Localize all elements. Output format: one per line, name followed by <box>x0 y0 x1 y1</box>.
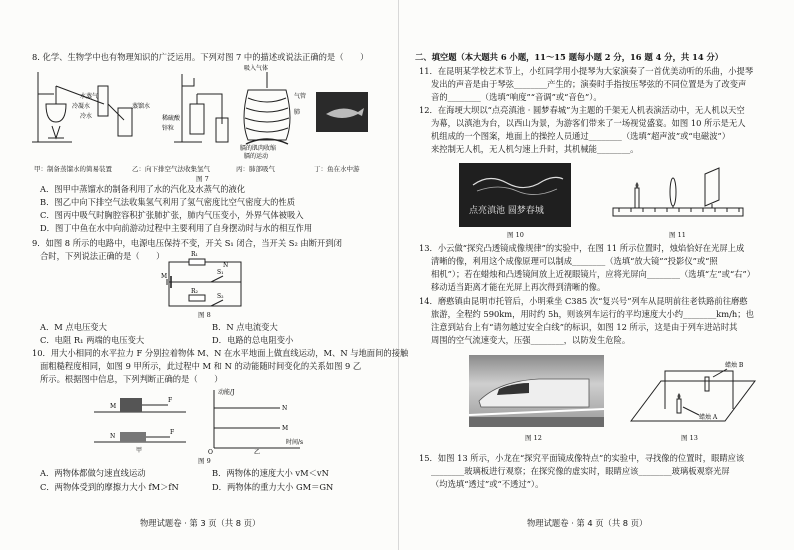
fig12-label: 图 12 <box>525 434 542 442</box>
q9-option-d: D．电路的总电阻变小 <box>212 335 294 345</box>
q13-line3: 相机”）；若在蜡烛和凸透镜间放上近视眼镜片，应将光屏向________（选填“左”或“右”） <box>431 269 756 279</box>
figure-9 <box>90 386 310 454</box>
section-heading: 二、填空题（本大题共 6 小题，11～15 题每小题 2 分，16 题 4 分，共 14 分） <box>415 52 724 62</box>
label-zinc: 锌粒 <box>162 125 175 132</box>
fig7-label: 图 7 <box>196 175 209 183</box>
fig8-label: 图 8 <box>198 311 211 319</box>
label-cold-water: 冷水 <box>80 113 93 120</box>
fig10-label: 图 10 <box>507 231 524 239</box>
q14-line1: 14．磨憨镇由昆明市托管后，小明乘坐 C385 次“复兴号”列车从昆明前往老铁路前往磨憨 <box>419 296 748 306</box>
q10-option-b: B．两物体的速度大小 vM＜vN <box>212 468 329 478</box>
label-lung: 肺 <box>294 109 301 116</box>
q9-stem-line2: 合时，下列说法正确的是（ ） <box>40 251 165 261</box>
label-water-vapor: 水蒸气 <box>80 93 99 100</box>
fig7-bing-ribcage <box>244 72 290 144</box>
q9-stem-line1: 9．如图 8 所示的电路中，电源电压保持不变，开关 S₁ 闭合，当开关 S₂ 由断开到闭 <box>32 238 342 248</box>
label-s1: S₁ <box>217 269 224 276</box>
block-m <box>120 398 142 412</box>
graph-label-n: N <box>282 405 288 412</box>
figure-7 <box>32 64 372 164</box>
q14-line3: 注意到站台上有“请勿越过安全白线”的标识，如图 12 所示，这是由于列车进站时其 <box>431 322 738 332</box>
graph-ylabel: 动能/J <box>218 389 235 396</box>
label-n: N <box>223 262 229 269</box>
q9-option-b: B．N 点电流变大 <box>212 322 278 332</box>
candle-b <box>705 377 709 391</box>
q10-option-c: C．两物体受到的摩擦力大小 fM＞fN <box>40 482 179 492</box>
label-jia: 甲 <box>136 447 143 454</box>
q11-line3: 音的________（选填“响度”“音调”或“音色”）。 <box>431 92 602 102</box>
q8-option-a: A．图甲中蒸馏水的制备利用了水的汽化及水蒸气的液化 <box>40 184 246 194</box>
label-inhale: 吸入气体 <box>244 65 269 72</box>
label-s2: S₂ <box>217 293 224 300</box>
q15-line3: （均选填“透过”或“不透过”）。 <box>431 479 544 489</box>
q15-line2: ________玻璃板进行观察；在探究像的虚实时，眼睛应该________玻璃板观察光屏 <box>431 466 730 476</box>
page-3-footer: 物理试题卷 · 第 3 页（共 8 页） <box>140 518 261 528</box>
label-distilled-water: 蒸馏水 <box>132 103 151 110</box>
label-condenser: 冷凝水 <box>72 103 91 110</box>
label-f-bottom: F <box>170 429 175 436</box>
label-r1: R₁ <box>191 251 198 258</box>
block-n <box>120 432 146 442</box>
graph-xlabel: 时间/s <box>286 439 304 446</box>
q10-stem-line1: 10．用大小相同的水平拉力 F 分别拉着物体 M、N 在水平地面上做直线运动，M、N 与地面间的接触 <box>32 348 409 358</box>
q15-line1: 15．如图 13 所示，小龙在“探究平面镜成像特点”的实验中，寻找像的位置时，眼睛应该 <box>419 453 745 463</box>
q8-option-c: C．图丙中吸气时胸腔容积扩张肺扩张，肺内气压变小，外界气体被吸入 <box>40 210 304 220</box>
q12-line2: 为幕，以滇池为台，以西山为景，为游客们带来了一场视觉盛宴。如图 10 所示是无人 <box>431 118 746 128</box>
q10-option-d: D．两物体的重力大小 GM＝GN <box>212 482 334 492</box>
q13-line2: 清晰的像，利用这个成像原理可以制成________（选填“放大镜”“投影仪”或“照 <box>431 256 718 266</box>
drone-text: 点亮滇池 圆梦春城 <box>469 206 544 216</box>
fig9-label: 图 9 <box>198 457 211 465</box>
figure-8-circuit <box>161 251 245 310</box>
label-block-n: N <box>110 433 116 440</box>
candle-flame <box>636 182 639 188</box>
graph-origin: O <box>208 449 213 456</box>
label-block-m: M <box>110 403 117 410</box>
q10-option-a: A．两物体都做匀速直线运动 <box>40 468 146 478</box>
label-m: M <box>161 273 168 280</box>
page-4-footer: 物理试题卷 · 第 4 页（共 8 页） <box>527 518 648 528</box>
q9-option-c: C．电阻 R₁ 两端的电压变大 <box>40 335 145 345</box>
label-trachea: 气管 <box>294 93 307 100</box>
q10-stem-line3: 所示。根据图中信息，下列判断正确的是（ ） <box>40 374 223 384</box>
caption-bing: 丙：肺部吸气 <box>236 165 275 173</box>
q11-line1: 11．在昆明某学校艺术节上，小红同学用小提琴为大家演奏了一首优美动听的乐曲，小提琴 <box>419 66 754 76</box>
light-screen <box>705 168 719 206</box>
q10-stem-line2: 面粗糙程度相同，如图 9 甲所示，此过程中 M 和 N 的动能随时间变化的关系如图 9 乙 <box>40 361 362 371</box>
label-diaphragm: 膈的肌肉收缩 <box>240 145 277 152</box>
q12-line1: 12．在海埂大坝以“点亮滇池 · 圆梦春城”为主题的千架无人机表演活动中，无人机以天空 <box>419 105 745 115</box>
label-f-top: F <box>168 397 173 404</box>
fig13-label: 图 13 <box>681 434 698 442</box>
q13-line1: 13．小云做“探究凸透镜成像规律”的实验中，在图 11 所示位置时，烛焰恰好在光屏上成 <box>419 243 745 253</box>
graph-label-m: M <box>282 425 289 432</box>
q8-stem: 8. 化学、生物学中也有物理知识的广泛运用。下列对图 7 中的描述或说法正确的是（ ） <box>32 52 369 62</box>
figure-13-plane-mirror <box>621 355 761 431</box>
figure-10-drone-photo <box>459 163 571 227</box>
q12-line4: 来控制无人机，无人机匀速上升时，其机械能________。 <box>431 144 639 154</box>
q8-option-b: B．图乙中向下排空气法收集氢气利用了氢气密度比空气密度大的性质 <box>40 197 296 207</box>
label-r2: R₂ <box>191 288 198 295</box>
caption-jia: 甲：制备蒸馏水的简易装置 <box>34 165 112 173</box>
q9-option-a: A．M 点电压变大 <box>40 322 107 332</box>
candle-a-flame <box>678 393 681 399</box>
label-candle-b: 蜡烛 B <box>725 362 744 369</box>
q14-line2: 旅游，全程约 590km，用时约 5h，则该列车运行的平均速度大小约________km/h；也 <box>431 309 754 319</box>
label-diaphragm2: 膈的运动 <box>244 153 269 160</box>
page-4 <box>399 0 794 550</box>
candle-a <box>677 399 681 413</box>
caption-ding: 丁：鱼在水中游 <box>314 165 360 173</box>
drone-pattern <box>459 163 571 227</box>
fig7-yi-apparatus <box>174 74 228 142</box>
caption-yi: 乙：向下排空气法收集氢气 <box>132 165 210 173</box>
q11-line2: 发出的声音是由于琴弦________产生的；演奏时手指按压琴弦的不同位置是为了改变声 <box>431 79 747 89</box>
label-candle-a: 蜡烛 A <box>699 414 718 421</box>
label-yi: 乙 <box>254 449 261 456</box>
q14-line4: 周围的空气流速变大，压强________，以防发生危险。 <box>431 335 631 345</box>
train-illustration <box>469 355 604 427</box>
q12-line3: 机组成的一个图案，地面上的操控人员通过________（选填“超声波”或“电磁波”） <box>431 131 731 141</box>
label-dilute-acid: 稀硫酸 <box>162 115 181 122</box>
candle <box>635 188 639 208</box>
q13-line4: 移动适当距离才能在光屏上再次得到清晰的像。 <box>431 282 606 292</box>
fig11-label: 图 11 <box>669 231 686 239</box>
figure-11-optical-bench <box>609 160 749 228</box>
figure-12-train-photo <box>469 355 604 427</box>
q8-option-d: D．图丁中鱼在水中向前游动过程中主要利用了自身摆动时与水的相互作用 <box>40 223 313 233</box>
convex-lens <box>670 178 676 206</box>
